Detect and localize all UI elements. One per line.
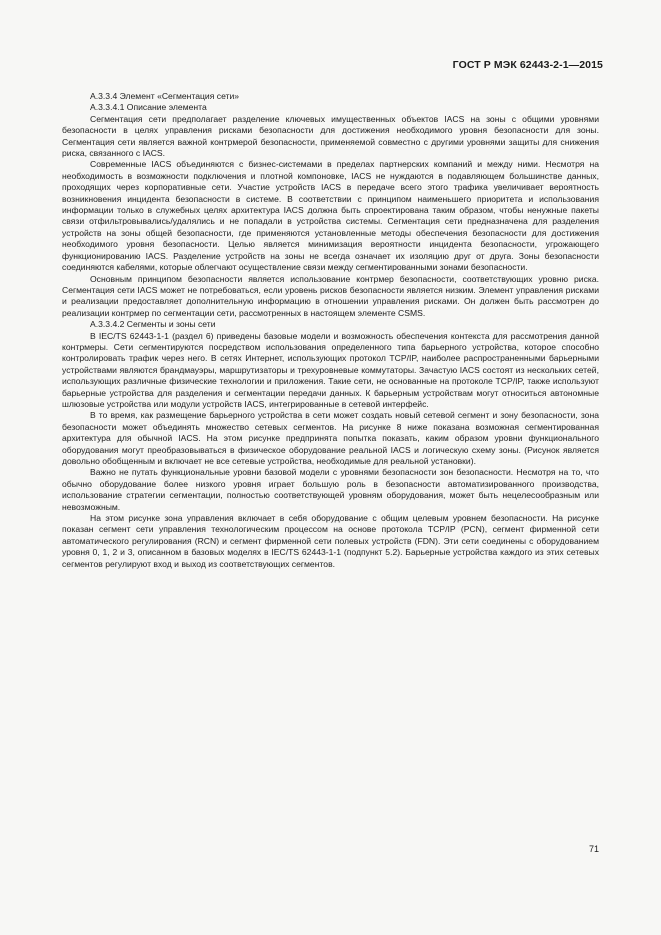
- section-heading-a3341: A.3.3.4 Элемент «Сегментация сети»: [90, 91, 240, 101]
- body-text: [62, 91, 599, 570]
- paragraph: Современные IACS объединяются с бизнес-системами в пределах партнерских компаний и между ними. Несмотря на необходимость в возможности подключения и плотной компоновке, IACS не нуждаются в подавляющем большинстве данных, проходящих через корпоративные сети. Участие устройств IACS в передаче всего этого трафика увеличивает вероятность возникновения инцидента безопасности в системе. В соответствии с принципом наименьшего приоритета и использования информации только в служебных целях архитектура IACS должна быть спроектирована таким образом, чтобы ненужные пакеты связи отфильтровывались/удалялись и не попадали в устройства системы. Сегментация сети предназначена для разделения устройств на зоны общей безопасности, где применяются установленные методы обеспечения безопасности для достижения необходимого уровня безопасности. Целью является минимизация вероятности инцидента безопасности, угрожающего функционированию IACS. Разделение устройств на зоны не всегда означает их изоляцию друг от друга. Зоны безопасности соединяются кабелями, которые облегчают осуществление связи между сегментированными зонами безопасности.: [62, 159, 599, 273]
- standard-header: ГОСТ Р МЭК 62443-2-1—2015: [452, 59, 603, 71]
- paragraph: Важно не путать функциональные уровни базовой модели с уровнями безопасности зон безопасности. Несмотря на то, что обычно оборудование более низкого уровня играет большую роль в безопасности автоматизированного производства, использование стратегии сегментации, полностью соответствующей уровням оборудования, может быть нецелесообразным или невозможным.: [62, 467, 599, 512]
- page-number: 71: [588, 844, 599, 854]
- paragraph: В IEC/TS 62443-1-1 (раздел 6) приведены базовые модели и возможность обеспечения контекста для рассмотрения данной контрмеры. Сети сегментируются посредством использования определенного типа барьерного устройства, которое способно контролировать трафик через него. В сетях Интернет, использующих протокол TCP/IP, наиболее распространенными барьерными устройствами являются брандмауэры, маршрутизаторы и трехуровневые коммутаторы. Зачастую IACS состоят из нескольких сетей, использующих различные физические технологии и приложения. Такие сети, не основанные на протоколе TCP/IP, также используют барьерные устройства для разделения и сегментации передачи данных. К барьерным устройствам могут относиться автономные шлюзовые устройства или модули устройств IACS, интегрированные в сетевой интерфейс.: [62, 330, 599, 409]
- subsection-heading-description: A.3.3.4.1 Описание элемента: [90, 102, 207, 113]
- paragraph: Сегментация сети предполагает разделение ключевых имущественных объектов IACS на зоны с общими уровнями безопасности в целях управления рисками безопасности для достижения необходимого уровня безопасности для зоны. Сегментация сети является важной контрмерой безопасности, применяемой совместно с другими уровнями защиты для снижения риска, связанного с IACS.: [62, 113, 599, 159]
- paragraph: Основным принципом безопасности является использование контрмер безопасности, соответствующих уровню риска. Сегментация сети IACS может не потребоваться, если уровень рисков безопасности является низким. Элемент управления рисками и реализации предоставляет дополнительную информацию в отношении управления рисками. Он должен быть рассмотрен до реализации контрмер по сегментации сети, рассмотренных в настоящем элементе CSMS.: [62, 273, 599, 318]
- paragraph: В то время, как размещение барьерного устройства в сети может создать новый сетевой сегмент и зону безопасности, зона безопасности может объединять множество сетевых сегментов. На рисунке 8 ниже показана возможная сегментированная архитектура для обычной IACS. На этом рисунке предпринята попытка показать, каким образом уровни функционального оборудования могут преобразовываться в физическое оборудование реальной IACS и логическую схему зоны. (Рисунок является довольно обобщенным и включает не все сетевые устройства, необходимые для реальной установки).: [62, 410, 599, 466]
- subsection-heading-segments: A.3.3.4.2 Сегменты и зоны сети: [90, 319, 216, 330]
- paragraph: На этом рисунке зона управления включает в себя оборудование с общим целевым уровнем безопасности. На рисунке показан сегмент сети управления технологическим процессом на основе протокола TCP/IP (PCN), сегмент фирменной сети автоматического регулирования (RCN) и сегмент фирменной сети полевых устройств (FDN). Эти сети соединены с оборудованием уровня 0, 1, 2 и 3, описанном в базовых моделях в IEC/TS 62443-1-1 (подпункт 5.2). Барьерные устройства каждого из этих сетевых сегментов регулируют вход и выход из соответствующих сегментов.: [62, 513, 599, 569]
